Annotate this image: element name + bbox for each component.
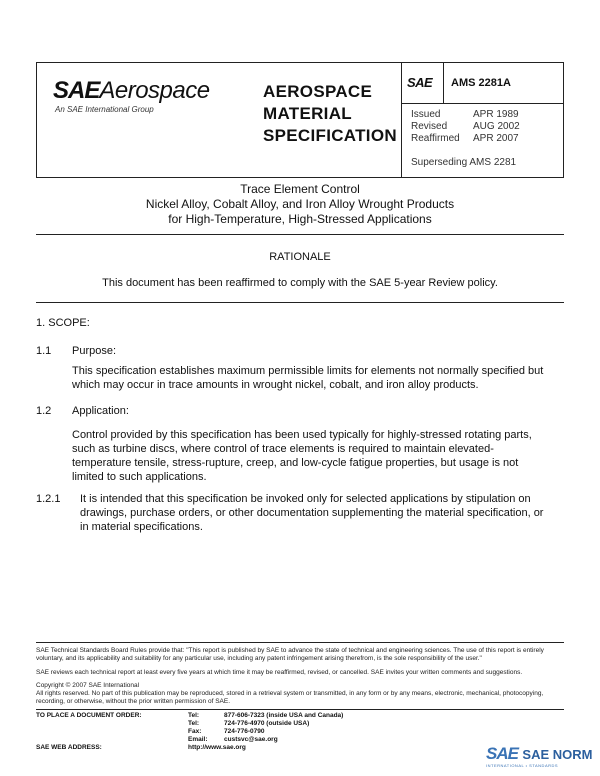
email-label: Email:: [188, 736, 208, 743]
document-number: AMS 2281A: [451, 77, 511, 89]
section-rule: [36, 302, 564, 303]
issued-label: Issued: [411, 109, 441, 120]
email-value[interactable]: custsvc@sae.org: [224, 736, 278, 743]
sae-aerospace-logo: [53, 77, 210, 114]
section-1-2-1-number: 1.2.1: [36, 493, 61, 505]
logo-aerospace-text: Aerospace: [99, 77, 210, 104]
subject-line: for High-Temperature, High-Stressed Applications: [168, 212, 432, 226]
header-box: [36, 62, 564, 178]
footer-rule: [36, 642, 564, 643]
section-rule: [36, 234, 564, 235]
sae-norm-watermark: [486, 744, 592, 768]
superseding-note: Superseding AMS 2281: [411, 157, 517, 168]
brand-sae-mark: SAE: [486, 744, 518, 763]
order-label: TO PLACE A DOCUMENT ORDER:: [36, 712, 142, 719]
footer-rights-notice: All rights reserved. No part of this publication may be reproduced, stored in a retrieval system or transmitted, in any form or by any means, electronic, mechanical, photocopying, recording, or otherwise, without the prior written permission of SAE.: [36, 690, 544, 705]
reaffirmed-value: APR 2007: [473, 133, 519, 144]
rationale-heading: RATIONALE: [269, 251, 331, 263]
web-label: SAE WEB ADDRESS:: [36, 744, 102, 751]
rationale-text: This document has been reaffirmed to comply with the SAE 5-year Review policy.: [102, 277, 498, 289]
section-1-2-1-text: It is intended that this specification be invoked only for selected applications by stipulation on drawings, purchase orders, or other documentation supplementing the material specification, or in material specifications.: [80, 493, 544, 533]
footer-review-notice: SAE reviews each technical report at least every five years at which time it may be reaffirmed, revised, or cancelled. SAE invites your written comments and suggestions.: [36, 669, 523, 676]
header-divider: [401, 63, 402, 177]
revised-value: AUG 2002: [473, 121, 520, 132]
section-1-2-text: Control provided by this specification has been used typically for highly-stressed rotating parts, such as turbine discs, where control of trace elements is required to maintain elevated-temperature tensile, stress-rupture, creep, and low-cycle fatigue properties, but usage is not limited to such applications.: [72, 429, 532, 483]
footer-copyright: Copyright © 2007 SAE International: [36, 682, 140, 689]
logo-subtitle: An SAE International Group: [55, 105, 154, 114]
header-divider: [401, 103, 563, 104]
subject-line: Trace Element Control: [240, 182, 360, 196]
logo-sae-text: SAE: [53, 77, 100, 104]
sae-mini-logo: SAE: [407, 75, 433, 90]
tel-label: Tel:: [188, 712, 200, 719]
section-1-1-number: 1.1: [36, 345, 52, 357]
section-1-1-text: This specification establishes maximum permissible limits for elements not normally specified but which may occur in trace amounts in wrought nickel, cobalt, and iron alloy products.: [72, 365, 544, 391]
subject-line: Nickel Alloy, Cobalt Alloy, and Iron Alloy Wrought Products: [145, 197, 455, 211]
tel2-label: Tel:: [188, 720, 200, 727]
tel-value: 877-606-7323 (inside USA and Canada): [224, 712, 344, 719]
issued-value: APR 1989: [473, 109, 519, 120]
section-1-1-title: Purpose:: [72, 345, 117, 357]
section-1-heading: 1. SCOPE:: [36, 317, 90, 329]
revised-label: Revised: [411, 121, 448, 132]
section-1-2-title: Application:: [72, 405, 129, 417]
reaffirmed-label: Reaffirmed: [411, 133, 460, 144]
brand-tagline: INTERNATIONAL • STANDARDS: [486, 763, 559, 768]
fax-label: Fax:: [188, 728, 202, 735]
title-line: MATERIAL: [263, 104, 352, 123]
footer-rules-notice: SAE Technical Standards Board Rules provide that: "This report is published by SAE to advance the state of technical and engineering sciences. The use of this report is entirely voluntary, and its applicability and suitability for any particular use, including any patent infringement arising therefrom, is the sole responsibility of the user.": [36, 647, 544, 662]
document-subject: [36, 182, 564, 227]
title-line: SPECIFICATION: [263, 126, 397, 145]
fax-value: 724-776-0790: [224, 728, 265, 735]
document-type-title: [263, 81, 397, 147]
document-dates: [411, 109, 520, 145]
brand-norm-text: SAE NORM: [522, 747, 593, 762]
web-address-link[interactable]: http://www.sae.org: [188, 744, 246, 751]
header-divider: [443, 63, 444, 103]
tel2-value: 724-776-4970 (outside USA): [224, 720, 310, 727]
footer-rule: [36, 709, 564, 710]
title-line: AEROSPACE: [263, 82, 373, 101]
order-contact-table: [36, 712, 424, 752]
section-1-2-number: 1.2: [36, 405, 52, 417]
